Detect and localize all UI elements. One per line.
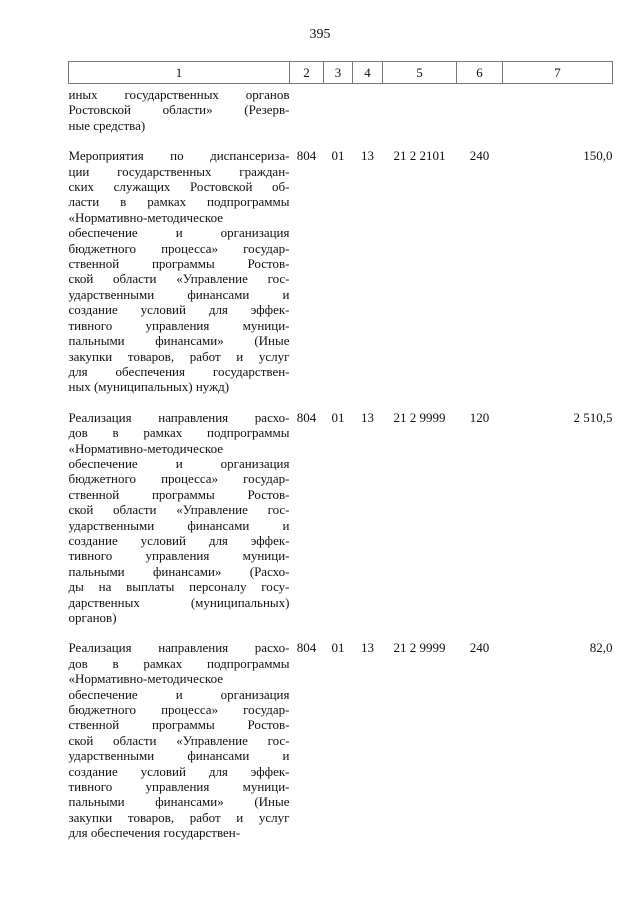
description-line: создание условий для эффек- (68, 763, 290, 779)
ministry-code: 804 (296, 640, 317, 656)
description-line: Мероприятия по диспансериза- (68, 148, 290, 164)
subsection-code: 13 (361, 640, 374, 656)
description-line: ных (муниципальных) нужд) (68, 379, 230, 395)
column-header: 5 (383, 62, 457, 84)
table-row (69, 84, 613, 142)
description-line: ственной программы Ростов- (68, 256, 290, 272)
section-code: 01 (331, 409, 345, 425)
expense-type-code: 240 (469, 148, 490, 164)
description-line: ласти в рамках подпрограммы (68, 194, 290, 210)
column-header: 4 (353, 62, 383, 84)
description-line: бюджетного процесса» государ- (68, 240, 290, 256)
ministry-code (290, 84, 324, 142)
description-line: закупки товаров, работ и услуг (68, 809, 290, 825)
description-line: дов в рамках подпрограммы (68, 425, 290, 441)
description-line: тивного управления муници- (68, 548, 290, 564)
description-line: ственной программы Ростов- (68, 486, 290, 502)
row-description (69, 633, 290, 848)
ministry-code: 804 (296, 148, 317, 164)
description-line: дарственных (муниципальных) (68, 594, 290, 610)
description-line: ской области «Управление гос- (68, 502, 290, 518)
description-line: Реализация направления расхо- (68, 409, 290, 425)
description-line: иных государственных органов (68, 87, 290, 102)
amount (503, 84, 613, 142)
row-description (69, 403, 290, 634)
description-line: ской области «Управление гос- (68, 732, 290, 748)
subsection-code: 13 (361, 409, 374, 425)
column-header: 1 (69, 62, 290, 84)
expense-type-code (457, 84, 503, 142)
description-line: пальными финансами» (Расхо- (68, 563, 290, 579)
description-line: ные средства) (68, 117, 146, 133)
description-line: ды на выплаты персоналу госу- (68, 579, 290, 595)
description-line: Реализация направления расхо- (68, 640, 290, 656)
column-header: 2 (290, 62, 324, 84)
section-code (324, 84, 353, 142)
row-description (69, 84, 290, 142)
ministry-code: 804 (296, 409, 317, 425)
column-header: 6 (457, 62, 503, 84)
description-line: «Нормативно-методическое (68, 209, 224, 225)
section-code: 01 (331, 640, 345, 656)
subsection-code (353, 84, 383, 142)
description-line: создание условий для эффек- (68, 532, 290, 548)
page-number: 395 (309, 27, 331, 42)
description-line: обеспечение и организация (68, 225, 290, 241)
table-row (69, 141, 613, 403)
description-line: «Нормативно-методическое (68, 671, 224, 687)
description-line: «Нормативно-методическое (68, 440, 224, 456)
description-line: бюджетного процесса» государ- (68, 702, 290, 718)
column-header: 7 (503, 62, 613, 84)
table-row (69, 403, 613, 634)
table-header-row (69, 62, 613, 84)
description-line: ственной программы Ростов- (68, 717, 290, 733)
subsection-code: 13 (361, 148, 374, 164)
description-line: для обеспечения государствен- (68, 825, 241, 841)
description-line: для обеспечения государствен- (68, 363, 290, 379)
description-line: создание условий для эффек- (68, 302, 290, 318)
description-line: ударственными финансами и (68, 517, 290, 533)
description-line: органов) (68, 610, 117, 625)
amount: 82,0 (589, 640, 613, 656)
description-line: ударственными финансами и (68, 748, 290, 764)
target-article-code: 21 2 9999 (393, 409, 446, 425)
expense-type-code: 240 (469, 640, 490, 656)
description-line: ударственными финансами и (68, 286, 290, 302)
description-line: ской области «Управление гос- (68, 271, 290, 287)
description-line: бюджетного процесса» государ- (68, 471, 290, 487)
description-line: закупки товаров, работ и услуг (68, 348, 290, 364)
description-line: тивного управления муници- (68, 779, 290, 795)
target-article-code: 21 2 2101 (393, 148, 446, 164)
description-line: ции государственных граждан- (68, 163, 290, 179)
description-line: дов в рамках подпрограммы (68, 655, 290, 671)
amount: 2 510,5 (573, 409, 613, 425)
expense-type-code: 120 (469, 409, 490, 425)
description-line: обеспечение и организация (68, 455, 290, 471)
target-article-code (383, 84, 457, 142)
description-line: Ростовской области» (Резерв- (68, 102, 290, 118)
description-line: ских служащих Ростовской об- (68, 179, 290, 195)
column-header: 3 (324, 62, 353, 84)
description-line: пальными финансами» (Иные (68, 794, 290, 810)
description-line: тивного управления муници- (68, 317, 290, 333)
description-line: обеспечение и организация (68, 686, 290, 702)
section-code: 01 (331, 148, 345, 164)
table-row (69, 633, 613, 848)
description-line: пальными финансами» (Иные (68, 333, 290, 349)
target-article-code: 21 2 9999 (393, 640, 446, 656)
budget-table (68, 61, 613, 849)
row-description (69, 141, 290, 403)
amount: 150,0 (583, 148, 613, 164)
